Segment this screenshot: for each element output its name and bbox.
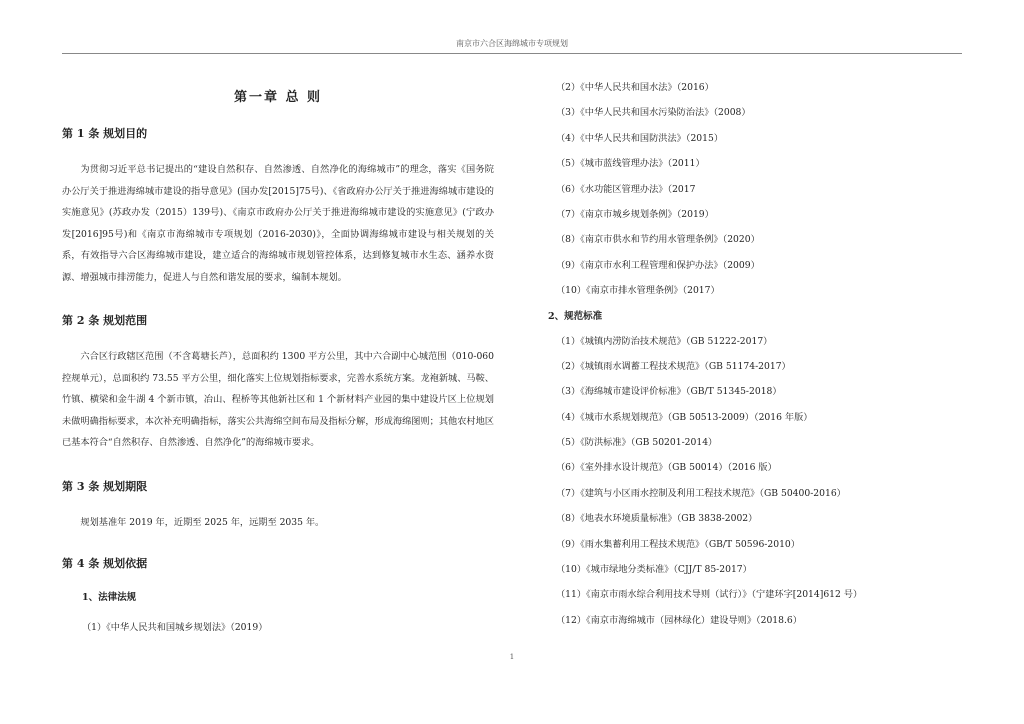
law-item-1: （1）《中华人民共和国城乡规划法》（2019） [82,622,268,633]
law-item: （10）《南京市排水管理条例》（2017） [556,285,720,297]
left-column [62,80,494,633]
standard-item: （5）《防洪标准》（GB 50201-2014） [556,437,718,449]
standard-item: （11）《南京市雨水综合利用技术导则（试行）》（宁建环字[2014]612 号） [556,589,863,601]
law-item: （8）《南京市供水和节约用水管理条例》（2020） [556,234,760,246]
law-item: （6）《水功能区管理办法》（2017 [556,183,696,195]
law-item: （9）《南京市水利工程管理和保护办法》（2009） [556,259,760,271]
standard-item: （10）《城市绿地分类标准》（CJJ/T 85-2017） [556,564,752,576]
standard-item: （7）《建筑与小区雨水控制及利用工程技术规范》（GB 50400-2016） [556,487,846,499]
standard-item: （2）《城镇雨水调蓄工程技术规范》（GB 51174-2017） [556,360,791,372]
law-item: （4）《中华人民共和国防洪法》（2015） [556,132,724,144]
standard-item: （12）《南京市海绵城市（园林绿化）建设导则》（2018.6） [556,614,802,626]
laws-subtitle: 1、法律法规 [82,592,137,603]
standards-subtitle: 2、规范标准 [548,310,603,322]
standard-item: （1）《城镇内涝防治技术规范》（GB 51222-2017） [556,335,773,347]
page-header [62,38,962,54]
section-3-title: 第 3 条 规划期限 [62,479,148,493]
law-item: （5）《城市蓝线管理办法》（2011） [556,158,705,170]
standard-item: （8）《地表水环境质量标准》（GB 3838-2002） [556,513,758,525]
section-2-paragraph: 六合区行政辖区范围（不含葛塘长芦），总面积约 1300 平方公里，其中六合副中心城范围（010-060 控规单元），总面积约 73.55 平方公里，细化落实上位规划指标要求，完善水系统方案。龙袍新城、马鞍、竹镇、横梁和金牛湖 4 个新市镇，冶山、程桥等其他新社区和 1 个新材料产业园的集中建设片区上位规划未做明确指标要求，本次补充明确指标，落实公共海绵空间布局及指标分解，形成海绵图则；其他农村地区已基本符合“自然积存、自然渗透、自然净化”的海绵城市要求。 [62,351,494,448]
law-item: （2）《中华人民共和国水法》（2016） [556,82,714,93]
section-3-paragraph: 规划基准年 2019 年，近期至 2025 年，远期至 2035 年。 [80,516,325,528]
standard-item: （9）《雨水集蓄利用工程技术规范》（GB/T 50596-2010） [556,538,800,550]
law-item: （7）《南京市城乡规划条例》（2019） [556,208,714,220]
standard-item: （3）《海绵城市建设评价标准》（GB/T 51345-2018） [556,386,782,398]
page-number: 1 [509,653,515,661]
right-column [548,80,976,638]
chapter-title: 第一章 总 则 [233,90,323,105]
standard-item: （4）《城市水系规划规范》（GB 50513-2009）（2016 年版） [556,411,813,423]
law-item: （3）《中华人民共和国水污染防治法》（2008） [556,107,751,119]
section-4-title: 第 4 条 规划依据 [62,557,148,570]
header-title: 南京市六合区海绵城市专项规划 [456,39,568,48]
section-2-title: 第 2 条 规划范围 [62,314,148,327]
standard-item: （6）《室外排水设计规范》（GB 50014）（2016 版） [556,462,777,474]
section-1-title: 第 1 条 规划目的 [62,127,148,140]
section-1-paragraph: 为贯彻习近平总书记提出的“建设自然积存、自然渗透、自然净化的海绵城市”的理念，落实《国务院办公厅关于推进海绵城市建设的指导意见》(国办发[2015]75号)、《省政府办公厅关于推进海绵城市建设的实施意见》(苏政办发（2015）139号)、《南京市政府办公厅关于推进海绵城市建设的实施意见》(宁政办发[2016]95号)和《南京市海绵城市专项规划（2016-2030)》，全面协调海绵城市建设与相关规划的关系，有效指导六合区海绵城市建设，建立适合的海绵城市规划管控体系，达到修复城市水生态、涵养水资源、增强城市排涝能力，促进人与自然和谐发展的要求，编制本规划。 [62,164,494,283]
